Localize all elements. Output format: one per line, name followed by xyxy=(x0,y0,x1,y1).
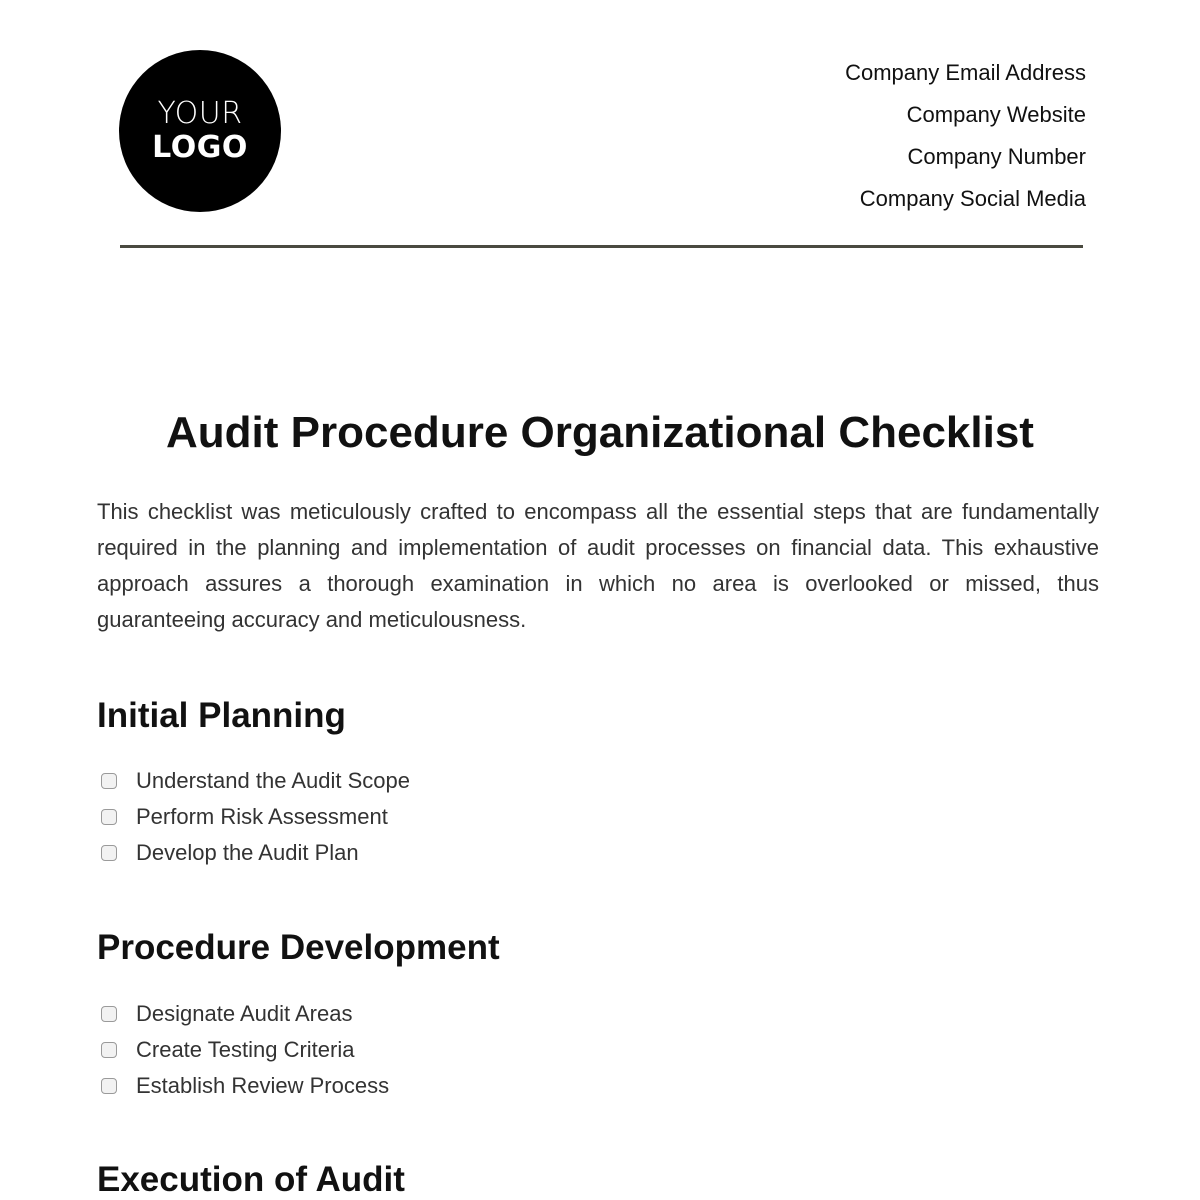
checklist-item-label: Perform Risk Assessment xyxy=(136,804,388,829)
company-email: Company Email Address xyxy=(845,60,1086,85)
checklist-item-label: Designate Audit Areas xyxy=(136,1001,353,1026)
checklist-item[interactable] xyxy=(101,763,410,799)
checklist-item[interactable] xyxy=(101,835,410,871)
checklist-item-label: Establish Review Process xyxy=(136,1073,390,1098)
checklist-item[interactable] xyxy=(101,1032,389,1068)
logo-text-top: YOUR xyxy=(157,96,243,131)
header-divider xyxy=(120,245,1083,248)
checklist-item[interactable] xyxy=(101,799,410,835)
checklist-item[interactable] xyxy=(101,1068,389,1104)
checkbox[interactable] xyxy=(101,809,117,825)
company-number: Company Number xyxy=(907,144,1086,169)
company-logo xyxy=(119,50,281,212)
checkbox[interactable] xyxy=(101,1042,117,1058)
checklist-item[interactable] xyxy=(101,996,389,1032)
intro-paragraph: This checklist was meticulously crafted to encompass all the essential steps that are fundamentally required in the planning and implementation of audit processes on financial data. This exhaustive approach assures a thorough examination in which no area is overlooked or missed, thus guaranteeing accuracy and meticulousness. xyxy=(97,499,1099,632)
checklist-procedure-development xyxy=(101,996,389,1104)
checkbox[interactable] xyxy=(101,1078,117,1094)
document-title: Audit Procedure Organizational Checklist xyxy=(166,408,1034,457)
checkbox[interactable] xyxy=(101,773,117,789)
company-social-media: Company Social Media xyxy=(859,186,1086,211)
section-heading-procedure-development: Procedure Development xyxy=(97,928,500,967)
checklist-item-label: Develop the Audit Plan xyxy=(136,840,359,865)
checklist-initial-planning xyxy=(101,763,410,871)
logo-text-bottom: LOGO xyxy=(152,130,248,165)
checkbox[interactable] xyxy=(101,1006,117,1022)
checklist-item-label: Create Testing Criteria xyxy=(136,1037,355,1062)
company-website: Company Website xyxy=(906,102,1086,127)
checklist-item-label: Understand the Audit Scope xyxy=(136,768,410,793)
company-contact-block xyxy=(845,52,1086,220)
section-heading-execution-of-audit: Execution of Audit xyxy=(97,1160,405,1199)
section-heading-initial-planning: Initial Planning xyxy=(97,696,346,735)
checkbox[interactable] xyxy=(101,845,117,861)
